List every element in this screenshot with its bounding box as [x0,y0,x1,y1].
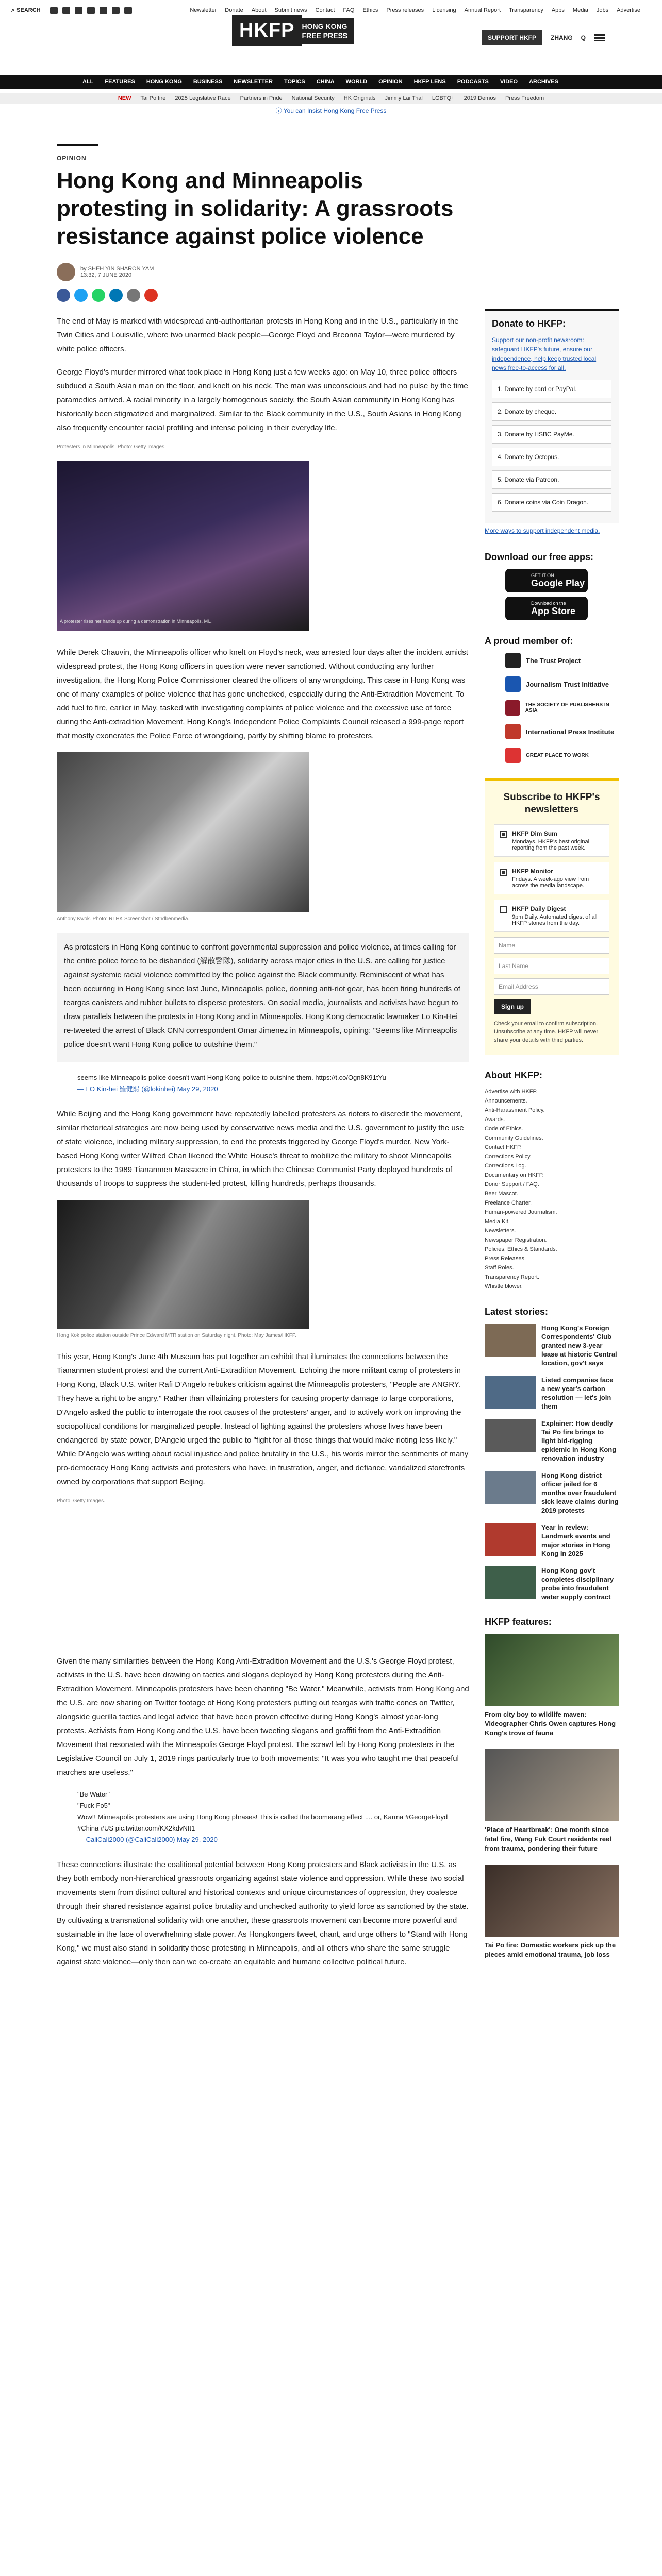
nav-item[interactable]: HONG KONG [146,79,182,85]
article-paragraph: The end of May is marked with widespread anti-authoritarian protests in Hong Kong and in the U.S., particularly in the Twin Cities and Louisville, where two unarmed black people—George Floyd and Breonna Taylor—were murdered by white police officers. [57,317,459,353]
article-image-police-station [57,1200,309,1329]
latest-stories-widget [485,1307,619,1601]
latest-story[interactable]: Hong Kong's Foreign Correspondents' Club granted new 3-year lease at historic Central location, gov't says [485,1324,619,1367]
nav-item[interactable]: VIDEO [500,79,518,85]
donate-option[interactable]: 5. Donate via Patreon. [492,470,611,489]
about-link[interactable]: Corrections Log. [485,1163,526,1169]
about-link[interactable]: Press Releases. [485,1256,526,1262]
nav-item[interactable]: CHINA [316,79,335,85]
image-overlay-text: A protester rises her hands up during a demonstration in Minneapolis, Mi... [60,619,213,624]
top-link[interactable]: Submit news [274,7,307,13]
trending-item[interactable]: Tai Po fire [140,95,166,101]
instagram-icon[interactable] [75,7,82,14]
trending-item[interactable]: HK Originals [343,95,376,101]
top-links [190,7,640,13]
about-link[interactable]: Transparency Report. [485,1274,539,1280]
trending-item[interactable]: Press Freedom [505,95,544,101]
facebook-share-icon[interactable] [57,289,70,302]
newsletter-title: Subscribe to HKFP's newsletters [503,792,600,815]
newsletter-option[interactable]: HKFP Daily Digest 9pm Daily. Automated digest of all HKFP stories from the day. [494,900,609,932]
latest-story[interactable]: Year in review: Landmark events and major stories in Hong Kong in 2025 [485,1523,619,1558]
last-name-field[interactable]: Last Name [494,958,609,974]
nav-item[interactable]: ARCHIVES [529,79,558,85]
top-link[interactable]: Transparency [509,7,543,13]
about-link[interactable]: Announcements. [485,1098,527,1104]
nav-item[interactable]: HKFP LENS [413,79,446,85]
top-link[interactable]: FAQ [343,7,355,13]
trending-item[interactable]: Jimmy Lai Trial [385,95,423,101]
partner-logo[interactable]: The Trust Project [505,653,619,668]
top-link[interactable]: Donate [225,7,243,13]
story-thumbnail [485,1566,536,1599]
app-button-big: App Store [531,605,576,616]
article-paragraph: While Derek Chauvin, the Minneapolis officer who knelt on Floyd's neck, was arrested four days after the incident amidst widespread protest, the Hong Kong officers in question were never sanctioned. Without conducting any further investigation, the Hong Kong Police Commissioner cleared the officers of any wrongdoing. This case in Hong Kong was one of many examples of police violence that has gone unchecked, especially during the Anti-Extradition Movement. To add fuel to fire, earlier in May, tasked with investigating complaints of police violence and the excessive use of force during the Anti-extradition Movement, Hong Kong's Independent Police Complaints Council released a 999-page report that mostly exonerates the Police Force of wrongdoing, partly by shifting blame to protesters. [57,648,468,740]
email-share-icon[interactable] [127,289,140,302]
feature-card[interactable]: From city boy to wildlife maven: Videographer Chris Owen captures Hong Kong's trove of fauna [485,1634,619,1738]
nav-item[interactable]: NEWSLETTER [234,79,273,85]
highlight-block [57,933,469,1062]
top-link[interactable]: Annual Report [464,7,501,13]
trending-item[interactable]: 2019 Demos [464,95,496,101]
about-title: About HKFP: [485,1070,542,1080]
email-field[interactable]: Email Address [494,978,609,995]
about-link[interactable]: Beer Mascot. [485,1191,518,1197]
rss-icon[interactable] [124,7,132,14]
share-buttons [57,289,469,302]
nav-item[interactable]: WORLD [345,79,368,85]
twitter-share-icon[interactable] [74,289,88,302]
tweet-source[interactable]: — CaliCali2000 (@CaliCali2000) May 29, 2020 [77,1836,218,1843]
apps-title: Download our free apps: [485,552,594,562]
article-image-protest [57,461,309,631]
article-title: Hong Kong and Minneapolis protesting in solidarity: A grassroots resistance against police violence [57,168,454,249]
about-link[interactable]: Community Guidelines. [485,1135,543,1141]
donate-option[interactable]: 6. Donate coins via Coin Dragon. [492,493,611,512]
nav-item[interactable]: OPINION [378,79,403,85]
search-icon: ⌕ [11,7,15,13]
about-link[interactable]: Freelance Charter. [485,1200,532,1206]
main-nav [0,75,662,89]
tweet-text: Wow!! Minneapolis protesters are using Hong Kong phrases! This is called the boomerang effect .... or, Karma #GeorgeFloyd #China #US pic.twitter.com/KX2kdvNIt1 [77,1813,448,1832]
partner-logo[interactable]: Journalism Trust Initiative [505,676,619,692]
partner-logo[interactable]: GREAT PLACE TO WORK [505,748,619,763]
article-paragraph: This year, Hong Kong's June 4th Museum has put together an exhibit that illuminates the connections between the Tiananmen student protest and the current Anti-Extradition Movement. Echoing the more militant camp of protesters in Hong Kong, Black U.S. writer Rafi D'Angelo rebukes criticism against the Minneapolis protesters, "People are ANGRY. They have a right to be angry." Rather than villainizing protesters for causing property damage to large corporations, D'Angelo asked the public to interrogate the root causes of the protesters' anger, and to actively work on improving the sociopolitical conditions for marginalized people. Instead of fighting against the protesters whose lives have been endangered by state power, D'Angelo urged the public to "fight for all those things that would make rioting less likely." While D'Angelo was writing about racial injustice and police brutality in the U.S., his words mirror the sentiments of many pro-democracy Hong Kong activists and protesters who have, in frustration, anger, and defiance, vandalized storefronts owned by corporations that support Beijing. [57,1352,469,1486]
story-thumbnail [485,1471,536,1504]
top-link[interactable]: Apps [551,7,565,13]
about-link[interactable]: Code of Ethics. [485,1126,523,1132]
promo-banner[interactable]: ⓘ You can Insist Hong Kong Free Press [275,107,387,114]
nav-item[interactable]: PODCASTS [457,79,489,85]
checkbox-icon[interactable] [500,831,507,838]
top-link[interactable]: Advertise [617,7,640,13]
logo-line: HONG KONG [302,22,347,30]
partner-logo[interactable]: International Press Institute [505,724,619,739]
about-link[interactable]: Newspaper Registration. [485,1237,547,1243]
support-button[interactable]: SUPPORT HKFP [482,30,542,45]
top-search[interactable] [11,7,41,14]
donate-widget [485,309,619,534]
print-share-icon[interactable] [144,289,158,302]
article-paragraph: As protesters in Hong Kong continue to confront governmental suppression and police violence, at times calling for the entire police force to be disbanded (解散警隊), solidarity across major cities in the U.S. are calling for justice against systemic racial violence committed by the police against the Black community. Reminiscent of what has been occurring in Hong Kong since last June, Minneapolis police, donning anti-riot gear, has been firing hundreds of teargas canisters and rubber bullets to disperse protesters. On social media, journalists and activists have begun to draw parallels between the protests in Hong Kong and in Minneapolis. Hong Kong democratic lawmaker Lo Kin-Hei re-tweeted the arrest of Black CNN correspondent Omar Jimenez in Minneapolis, opining: "Seems like Minneapolis police doesn't want Hong Kong police to outshine them." [64,943,460,1049]
logo-line: FREE PRESS [302,31,348,40]
byline [57,263,469,281]
about-link[interactable]: Anti-Harassment Policy. [485,1107,545,1113]
latest-story[interactable]: Explainer: How deadly Tai Po fire brings to light bid-rigging epidemic in Hong Kong renovation industry [485,1419,619,1463]
twitter-icon[interactable] [62,7,70,14]
app-button-small: Download on the [531,600,566,606]
checkbox-icon[interactable] [500,906,507,913]
newsletter-widget [485,778,619,1055]
trending-item[interactable]: LGBTQ+ [432,95,455,101]
feature-card[interactable]: 'Place of Heartbreak': One month since fatal fire, Wang Fuk Court residents reel from trauma, pondering their future [485,1749,619,1853]
top-link[interactable]: Contact [315,7,335,13]
donate-option[interactable]: 2. Donate by cheque. [492,402,611,421]
trending-bar [0,93,662,104]
membership-widget [485,636,619,763]
feature-card[interactable]: Tai Po fire: Domestic workers pick up the pieces amid emotional trauma, job loss [485,1865,619,1959]
menu-icon[interactable] [594,34,605,41]
feature-image [485,1865,619,1937]
app-store-button[interactable] [505,597,588,620]
article-paragraph: George Floyd's murder mirrored what took place in Hong Kong just a few weeks ago: on May 10, three police officers subdued a South Asian man on the floor, and knelt on his neck. The man was unconscious and had no pulse by the time paramedics arrived. A racial minority in a largely homogenous society, the South Asian community in Hong Kong has historically been stigmatized and marginalized. Similar to the Black community in the U.S., South Asians in Hong Kong also frequently encounter racial profiling and intense policing in their everyday life. [57,368,468,432]
feature-image [485,1749,619,1821]
story-thumbnail [485,1376,536,1409]
trending-item[interactable]: National Security [291,95,335,101]
image-caption: Protesters in Minneapolis. Photo: Getty Images. [57,444,166,450]
newsletter-option[interactable]: HKFP Monitor Fridays. A week-ago view from across the media landscape. [494,862,609,894]
app-button-small: GET IT ON [531,572,554,578]
top-link[interactable]: Press releases [386,7,424,13]
image-caption: Hong Kok police station outside Prince Edward MTR station on Saturday night. Photo: May James/HKFP. [57,1333,297,1338]
embedded-tweet[interactable] [77,1072,469,1095]
about-link[interactable]: Contact HKFP. [485,1144,522,1150]
about-link[interactable]: Awards. [485,1116,505,1123]
language-toggle[interactable]: ZHANG [550,34,573,41]
about-link[interactable]: Whistle blower. [485,1283,523,1290]
name-field[interactable]: Name [494,937,609,954]
tweet-source[interactable]: — LO Kin-hei 羅健熙 (@lokinhei) May 29, 2020 [77,1085,218,1093]
nav-item[interactable]: TOPICS [284,79,305,85]
whatsapp-share-icon[interactable] [92,289,105,302]
donate-more-link[interactable]: More ways to support independent media. [485,527,600,534]
image-caption: Photo: Getty Images. [57,1498,105,1504]
about-link[interactable]: Policies, Ethics & Standards. [485,1246,557,1252]
donate-intro[interactable]: Support our non-profit newsroom: safeguard HKFP's future, ensure our independence, help keep trusted local news free-to-access for all. [492,336,597,371]
latest-story[interactable]: Hong Kong district officer jailed for 6 months over fraudulent sick leave claims during 2019 protests [485,1471,619,1515]
search-label: SEARCH [16,7,41,13]
feature-image [485,1634,619,1706]
search-icon[interactable]: Q [581,34,586,41]
top-link[interactable]: Media [572,7,588,13]
about-link[interactable]: Advertise with HKFP. [485,1089,538,1095]
signup-button[interactable]: Sign up [494,999,531,1014]
donate-title: Donate to HKFP: [492,318,566,329]
trending-item[interactable]: Partners in Pride [240,95,283,101]
apps-widget [485,552,619,620]
tweet-text: seems like Minneapolis police doesn't want Hong Kong police to outshine them. https://t.co/Ogn8K91tYu [77,1074,386,1081]
social-icons [50,7,132,14]
donate-option[interactable]: 1. Donate by card or PayPal. [492,380,611,398]
article [57,155,469,1978]
story-thumbnail [485,1419,536,1452]
about-link[interactable]: Human-powered Journalism. [485,1209,557,1215]
linkedin-share-icon[interactable] [109,289,123,302]
features-widget [485,1617,619,1959]
top-link[interactable]: Licensing [432,7,456,13]
google-play-button[interactable] [505,569,588,592]
nav-item[interactable]: FEATURES [105,79,135,85]
newsletter-option[interactable]: HKFP Dim Sum Mondays. HKFP's best original reporting from the past week. [494,824,609,857]
partner-logo[interactable]: THE SOCIETY OF PUBLISHERS IN ASIA [505,700,619,716]
publish-date: 13:32, 7 JUNE 2020 [80,272,132,278]
top-link[interactable]: Ethics [362,7,378,13]
telegram-icon[interactable] [100,7,107,14]
trending-label: NEW [118,95,131,101]
story-thumbnail [485,1324,536,1357]
latest-story[interactable]: Hong Kong gov't completes disciplinary probe into fraudulent water supply contract [485,1566,619,1601]
features-title: HKFP features: [485,1617,552,1627]
top-link[interactable]: Newsletter [190,7,217,13]
article-paragraph: These connections illustrate the coalitional potential between Hong Kong protesters and Black activists in the U.S. as they both embody non-hierarchical grassroots organizing against state violence and oppression. While these two social movements stem from distinct cultural and historical contexts and unique circumstances of oppression, they coalesce through their shared resistance against police brutality and unchecked authority to yield force as sanctioned by the state. By cultivating a transnational solidarity with one another, these grassroots movement can become more powerful and sustainable in the face of overwhelming state power. As Hongkongers tweet, chant, and urge others to "Stand with Hong Kong," we must also stand in solidarity those protesting in Minneapolis, and all others who share the same struggle against state violence—only then can we co-create an equitable and humane collective political future. [57,1860,469,1967]
tweet-text: "Be Water" [77,1790,110,1798]
top-link[interactable]: Jobs [596,7,609,13]
site-logo[interactable] [232,15,354,46]
tweet-text: "Fuck Fo5" [77,1802,110,1809]
donate-option[interactable]: 4. Donate by Octopus. [492,448,611,466]
youtube-icon[interactable] [87,7,95,14]
about-link[interactable]: Newsletters. [485,1228,516,1234]
header-actions [482,30,605,45]
about-link[interactable]: Documentary on HKFP. [485,1172,544,1178]
about-link[interactable]: Staff Roles. [485,1265,514,1271]
about-link[interactable]: Donor Support / FAQ. [485,1181,539,1188]
article-image-anthony-kwok [57,752,309,912]
facebook-icon[interactable] [50,7,58,14]
embedded-tweet[interactable] [77,1789,469,1845]
author-name[interactable]: by SHEH YIN SHARON YAM [80,266,154,272]
author-avatar [57,263,75,281]
logo-mark: HKFP [232,15,302,46]
sidebar [485,309,619,1971]
latest-title: Latest stories: [485,1307,549,1317]
story-thumbnail [485,1523,536,1556]
image-caption: Anthony Kwok. Photo: RTHK Screenshot / Stndbenmedia. [57,916,190,922]
latest-story[interactable]: Listed companies face a new year's carbon resolution — let's join them [485,1376,619,1411]
about-link[interactable]: Corrections Policy. [485,1154,532,1160]
logo-text [302,18,354,44]
trending-item[interactable]: 2025 Legislative Race [175,95,231,101]
membership-title: A proud member of: [485,636,573,646]
article-kicker[interactable]: OPINION [57,155,87,162]
linkedin-icon[interactable] [112,7,120,14]
nav-item[interactable]: ALL [82,79,94,85]
app-button-big: Google Play [531,578,585,588]
article-paragraph: Given the many similarities between the Hong Kong Anti-Extradition Movement and the U.S.'s George Floyd protest, activists in the U.S. have been drawing on tactics and slogans deployed by Hong Kong protesters during the Anti-Extradition Movement. Minneapolis protesters have been chanting "Be Water." Meanwhile, activists from Hong Kong and the U.S. are now sharing on Twitter footage of Hong Kong protesters putting out teargas with traffic cones on Twitter, alongside guerilla tactics and legal advice that have been proven effective during Hong Kong's almost year-long protests. Activists from Hong Kong and the U.S. have been tweeting slogans and graffiti from the Anti-Extradition Movement that resonated with the Minneapolis George Floyd protest. The scrawl left by Hong Kong protesters in the Legislative Council on July 1, 2019 rings particularly true to both movements: "It was you who taught me that peaceful marches are useless." [57,1657,469,1777]
about-widget [485,1070,619,1291]
top-link[interactable]: About [251,7,267,13]
about-link[interactable]: Media Kit. [485,1218,510,1225]
newsletter-note: Check your email to confirm subscription. Unsubscribe at any time. HKFP will never share your details with third parties. [494,1021,599,1043]
donate-option[interactable]: 3. Donate by HSBC PayMe. [492,425,611,444]
article-paragraph: While Beijing and the Hong Kong government have repeatedly labelled protesters as rioters to discredit the movement, similar rhetorical strategies are now being used by conservative news media and the U.S. government to justify the use of state violence, including military suppression, to end the protests triggered by George Floyd's murder. New York-based Hong Kong writer Wilfred Chan likened the White House's threat to mobilize the military to shoot Minneapolis protesters to the 1989 Tiananmen Massacre in China, in which the Chinese Communist Party deployed hundreds of thousands of troops to suppress the student-led protest, killing hundreds, perhaps thousands. [57,1110,464,1188]
kicker-rule [57,144,98,146]
checkbox-icon[interactable] [500,869,507,876]
nav-item[interactable]: BUSINESS [193,79,223,85]
